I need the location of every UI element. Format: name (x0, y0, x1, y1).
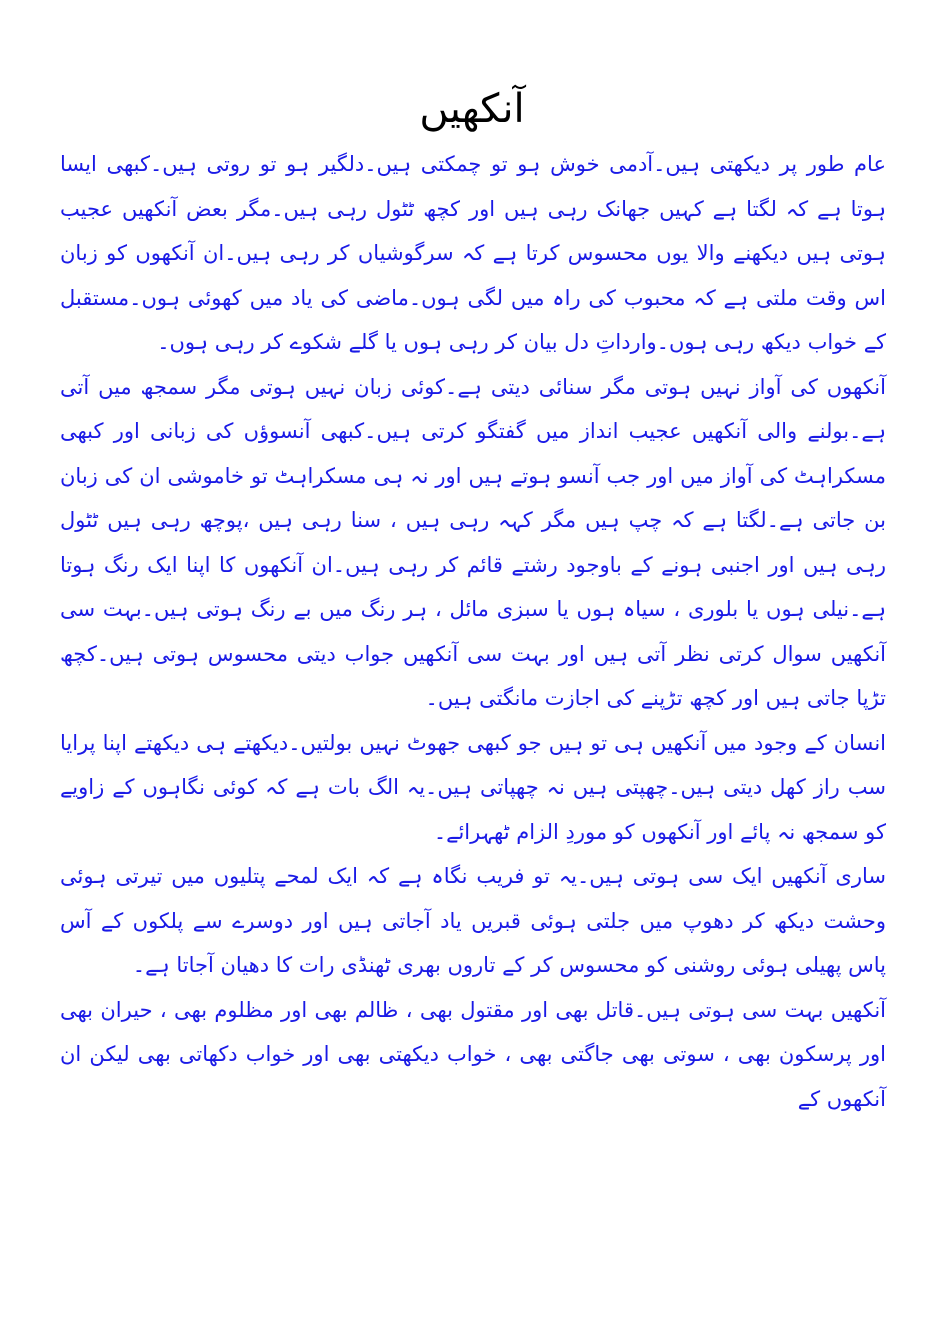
paragraph-1: عام طور پر دیکھتی ہیں۔آدمی خوش ہو تو چمکتی ہیں۔دلگیر ہو تو روتی ہیں۔کبھی ایسا ہوتا ہے کہ لگتا ہے کہیں جھانک رہی ہیں اور کچھ ٹٹول رہی ہیں۔مگر بعض آنکھیں عجیب ہوتی ہیں دیکھنے والا یوں محسوس کرتا ہے کہ سرگوشیاں کر رہی ہیں۔ان آنکھوں کو زبان اس وقت ملتی ہے کہ محبوب کی راہ میں لگی ہوں۔ماضی کی یاد میں کھوئی ہوں۔مستقبل کے خواب دیکھ رہی ہوں۔وارداتِ دل بیان کر رہی ہوں یا گلے شکوے کر رہی ہوں۔ (60, 152, 886, 354)
paragraph-5: آنکھیں بہت سی ہوتی ہیں۔قاتل بھی اور مقتول بھی ، ظالم بھی اور مظلوم بھی ، حیران بھی اور پرسکون بھی ، سوتی بھی جاگتی بھی ، خواب دیکھتی بھی اور خواب دکھاتی بھی لیکن ان آنکھوں کے (60, 997, 886, 1111)
page-title: آنکھیں (419, 86, 525, 132)
paragraph-2: آنکھوں کی آواز نہیں ہوتی مگر سنائی دیتی ہے۔کوئی زبان نہیں ہوتی مگر سمجھ میں آتی ہے۔بولنے والی آنکھیں عجیب انداز میں گفتگو کرتی ہیں۔کبھی آنسوؤں کی زبانی اور کبھی مسکراہٹ کی آواز میں اور جب آنسو ہوتے ہیں اور نہ ہی مسکراہٹ تو خاموشی ان کی زبان بن جاتی ہے۔لگتا ہے کہ چپ ہیں مگر کہہ رہی ہیں ، سنا رہی ہیں ،پوچھ رہی ہیں ٹٹول رہی ہیں اور اجنبی ہونے کے باوجود رشتے قائم کر رہی ہیں۔ان آنکھوں کا اپنا ایک رنگ ہوتا ہے۔نیلی ہوں یا بلوری ، سیاہ ہوں یا سبزی مائل ، ہر رنگ میں بے رنگ ہوتی ہیں۔بہت سی آنکھیں سوال کرتی نظر آتی ہیں اور بہت سی آنکھیں جواب دیتی محسوس ہوتی ہیں۔کچھ تڑپا جاتی ہیں اور کچھ تڑپنے کی اجازت مانگتی ہیں۔ (60, 374, 886, 710)
paragraph-3: انسان کے وجود میں آنکھیں ہی تو ہیں جو کبھی جھوٹ نہیں بولتیں۔دیکھتے ہی دیکھتے اپنا پرایا سب راز کھل دیتی ہیں۔چھپتی ہیں نہ چھپاتی ہیں۔یہ الگ بات ہے کہ کوئی نگاہوں کے زاویے کو سمجھ نہ پائے اور آنکھوں کو موردِ الزام ٹھہرائے۔ (60, 730, 886, 844)
paragraph-4: ساری آنکھیں ایک سی ہوتی ہیں۔یہ تو فریب نگاہ ہے کہ ایک لمحے پتلیوں میں تیرتی ہوئی وحشت دیکھ کر دھوپ میں جلتی ہوئی قبریں یاد آجاتی ہیں اور دوسرے سے پلکوں کے آس پاس پھیلی ہوئی روشنی کو محسوس کر کے تاروں بھری ٹھنڈی رات کا دھیان آجاتا ہے۔ (60, 864, 886, 977)
body-text (60, 142, 886, 1121)
